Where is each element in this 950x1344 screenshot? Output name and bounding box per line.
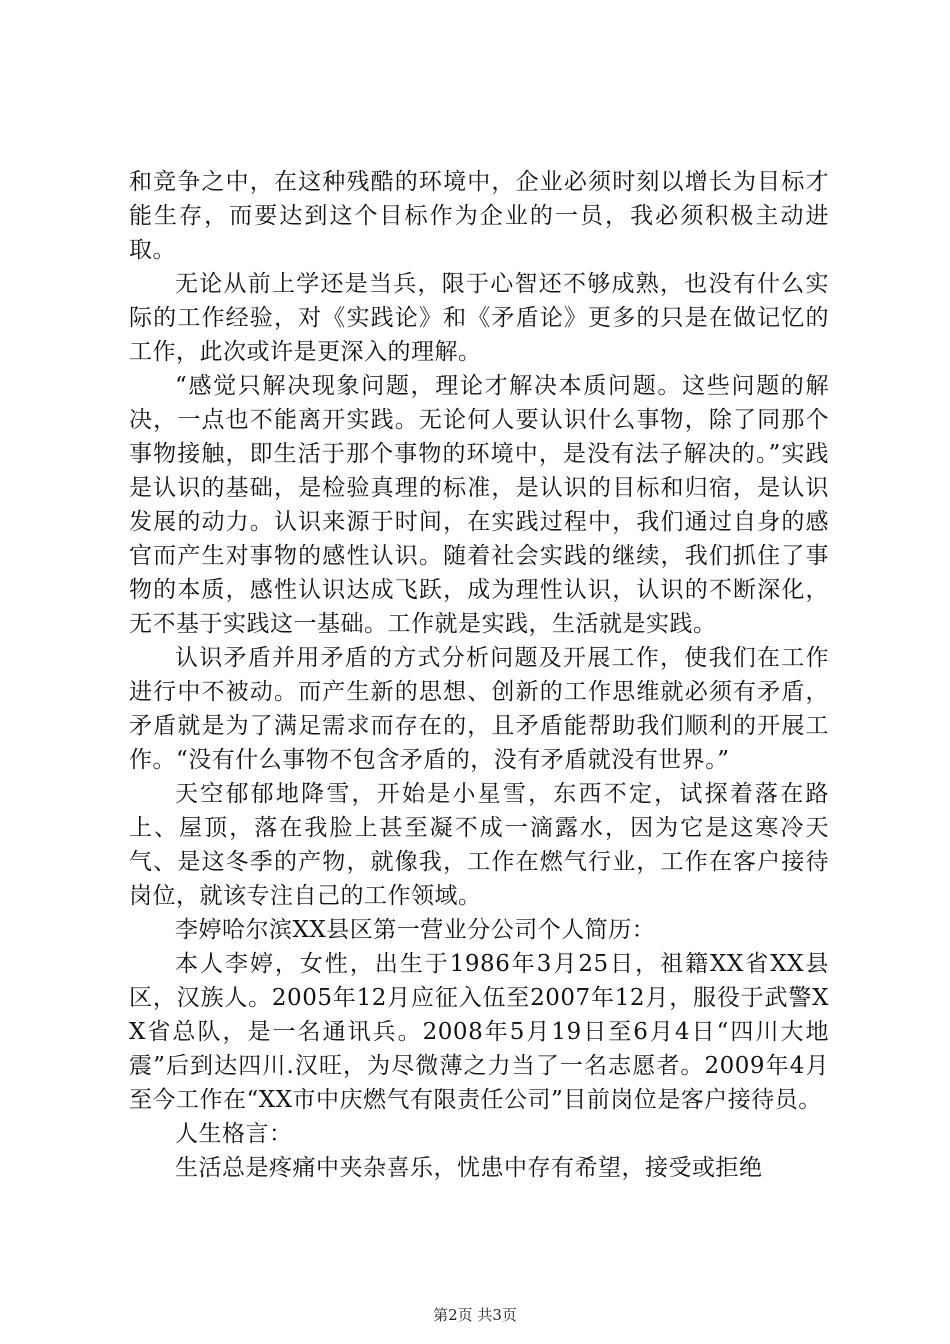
- motto-heading: 人生格言：: [175, 1121, 293, 1147]
- paragraph: 认识矛盾并用矛盾的方式分析问题及开展工作，使我们在工作进行中不被动。而产生新的思想、创新的工作思维就必须有矛盾，矛盾就是为了满足需求而存在的，且矛盾能帮助我们顺利的开展工作。“没有什么事物不包含矛盾的，没有矛盾就没有世界。”: [129, 645, 829, 773]
- page-number-footer: 第2页 共3页: [433, 1306, 517, 1324]
- paragraph: 天空郁郁地降雪，开始是小星雪，东西不定，试探着落在路上、屋顶，落在我脸上甚至凝不成一滴露水，因为它是这寒冷天气、是这冬季的产物，就像我，工作在燃气行业，工作在客户接待岗位，就该专注自己的工作领域。: [129, 781, 829, 909]
- paragraph-quote: “感觉只解决现象问题，理论才解决本质问题。这些问题的解决，一点也不能离开实践。无论何人要认识什么事物，除了同那个事物接触，即生活于那个事物的环境中，是没有法子解决的。”实践是认识的基础，是检验真理的标准，是认识的目标和归宿，是认识发展的动力。认识来源于时间，在实践过程中，我们通过自身的感官而产生对事物的感性认识。随着社会实践的继续，我们抓住了事物的本质，感性认识达成飞跃，成为理性认识，认识的不断深化，无不基于实践这一基础。工作就是实践，生活就是实践。: [129, 373, 829, 637]
- paragraph-continuation: 和竞争之中，在这种残酷的环境中，企业必须时刻以增长为目标才能生存，而要达到这个目标作为企业的一员，我必须积极主动进取。: [129, 169, 829, 263]
- resume-heading: 李婷哈尔滨XX县区第一营业分公司个人简历：: [175, 917, 656, 943]
- document-body: [129, 165, 829, 1185]
- motto-paragraph: 生活总是疼痛中夹杂喜乐，忧患中存有希望，接受或拒绝: [175, 1155, 763, 1181]
- resume-paragraph: 本人李婷，女性，出生于1986年3月25日，祖籍XX省XX县区，汉族人。2005年12月应征入伍至2007年12月，服役于武警XX省总队，是一名通讯兵。2008年5月19日至6月4日“四川大地震”后到达四川.汉旺，为尽微薄之力当了一名志愿者。2009年4月至今工作在“XX市中庆燃气有限责任公司”目前岗位是客户接待员。: [129, 951, 829, 1113]
- paragraph: 无论从前上学还是当兵，限于心智还不够成熟，也没有什么实际的工作经验，对《实践论》和《矛盾论》更多的只是在做记忆的工作，此次或许是更深入的理解。: [129, 271, 829, 365]
